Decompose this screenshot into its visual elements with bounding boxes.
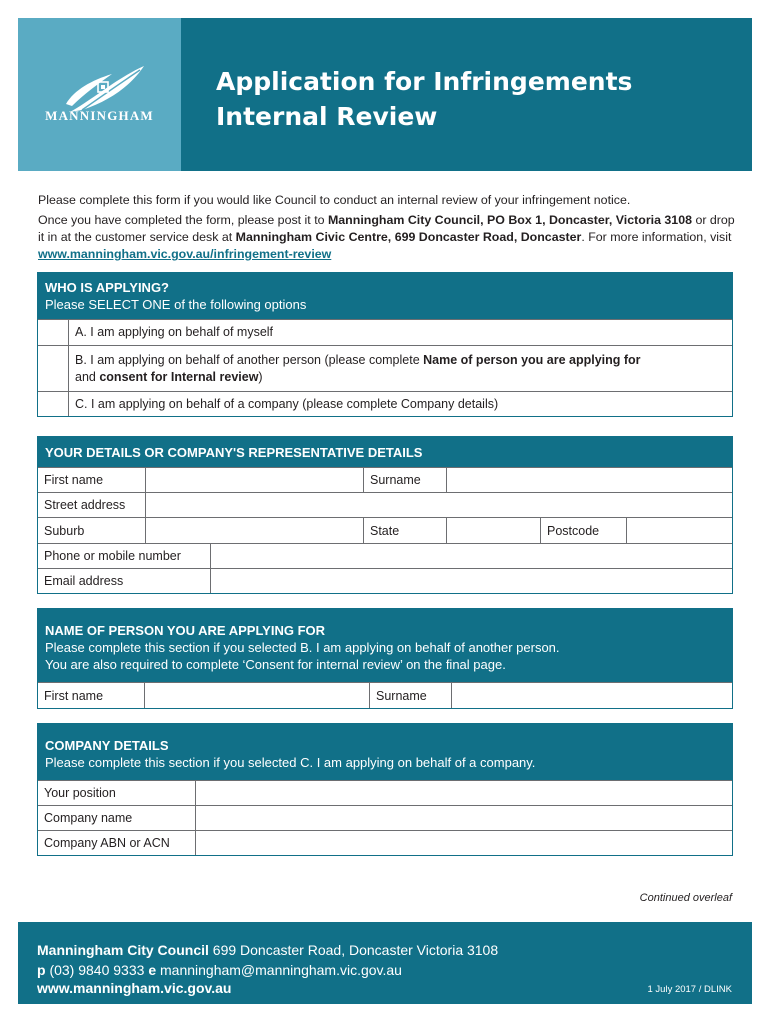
infringement-review-link[interactable]: www.manningham.vic.gov.au/infringement-review (38, 247, 332, 261)
option-b-text-5: ) (258, 370, 263, 384)
title-line-1: Application for Infringements (216, 67, 633, 96)
option-b-checkbox[interactable] (38, 346, 69, 391)
intro-postal-address: Manningham City Council, PO Box 1, Doncaster, Victoria 3108 (327, 213, 692, 227)
details-section-header (38, 437, 732, 467)
details-phone-row (38, 543, 732, 568)
your-details-section (37, 436, 733, 594)
continued-overleaf: Continued overleaf (639, 892, 732, 904)
abn-label: Company ABN or ACN (38, 831, 196, 855)
surname-field[interactable] (447, 468, 732, 492)
company-subheading: Please complete this section if you selected C. I am applying on behalf of a company. (45, 755, 536, 770)
company-heading: COMPANY DETAILS (45, 738, 169, 753)
details-name-row (38, 467, 732, 492)
street-address-label: Street address (38, 493, 146, 517)
company-name-row (38, 805, 732, 830)
person-subheading-1: Please complete this section if you selected B. I am applying on behalf of another person. (45, 640, 560, 655)
details-email-row (38, 568, 732, 593)
intro-text-c: or drop it in at the customer service desk at (38, 213, 735, 244)
title-line-2: Internal Review (216, 102, 438, 131)
person-surname-field[interactable] (452, 683, 732, 708)
company-name-field[interactable] (196, 806, 732, 830)
details-suburb-row (38, 517, 732, 543)
email-label: Email address (38, 569, 211, 593)
abn-field[interactable] (196, 831, 732, 855)
company-position-row (38, 780, 732, 805)
person-surname-label: Surname (370, 683, 452, 708)
option-a-row (38, 319, 732, 345)
footer-phone-label: p (37, 962, 46, 978)
option-b-row (38, 345, 732, 391)
intro-civic-centre: Manningham Civic Centre, 699 Doncaster Road, Doncaster (235, 230, 582, 244)
option-c-row (38, 391, 732, 416)
option-c-label: C. I am applying on behalf of a company (please complete Company details) (75, 396, 499, 411)
person-heading: NAME OF PERSON YOU ARE APPLYING FOR (45, 623, 326, 638)
who-subheading: Please SELECT ONE of the following options (45, 297, 307, 312)
suburb-field[interactable] (146, 518, 364, 543)
first-name-label: First name (38, 468, 146, 492)
company-details-section (37, 723, 733, 856)
person-name-row (38, 682, 732, 708)
logo-text: MANNINGHAM (45, 108, 154, 123)
footer-email-label: e (148, 962, 157, 978)
street-address-field[interactable] (146, 493, 732, 517)
footer-email[interactable]: manningham@manningham.vic.gov.au (156, 962, 402, 978)
footer (18, 922, 752, 1004)
intro-paragraph-2 (38, 212, 738, 263)
footer-street: 699 Doncaster Road, Doncaster Victoria 3108 (208, 942, 499, 958)
who-is-applying-section (37, 272, 733, 417)
company-abn-row (38, 830, 732, 855)
surname-label: Surname (364, 468, 447, 492)
option-b-text-2: Name of person you are applying for (423, 353, 641, 367)
postcode-field[interactable] (627, 518, 732, 543)
footer-contact (37, 962, 402, 978)
option-b-label (69, 346, 732, 391)
phone-field[interactable] (211, 544, 732, 568)
footer-website[interactable]: www.manningham.vic.gov.au (37, 980, 232, 996)
details-heading: YOUR DETAILS OR COMPANY'S REPRESENTATIVE DETAILS (45, 445, 423, 460)
person-first-name-label: First name (38, 683, 145, 708)
footer-address (37, 942, 498, 958)
position-field[interactable] (196, 781, 732, 805)
company-section-header (38, 724, 732, 780)
state-field[interactable] (447, 518, 541, 543)
person-applying-for-section (37, 608, 733, 709)
first-name-field[interactable] (146, 468, 364, 492)
position-label: Your position (38, 781, 196, 805)
intro-paragraph-1: Please complete this form if you would like Council to conduct an internal review of your infringement notice. (38, 193, 631, 207)
option-a-label: A. I am applying on behalf of myself (75, 325, 274, 339)
footer-phone: (03) 9840 9333 (45, 962, 149, 978)
state-label: State (364, 518, 447, 543)
details-street-row (38, 492, 732, 517)
option-c-checkbox[interactable] (38, 392, 69, 416)
page-title (216, 64, 632, 134)
person-section-header (38, 609, 732, 682)
intro-text (38, 192, 738, 266)
phone-label: Phone or mobile number (38, 544, 211, 568)
postcode-label: Postcode (541, 518, 627, 543)
who-heading: WHO IS APPLYING? (45, 280, 169, 295)
logo (18, 18, 181, 171)
who-section-header (38, 273, 732, 319)
option-b-text-4: consent for Internal review (99, 370, 259, 384)
suburb-label: Suburb (38, 518, 146, 543)
header-banner (18, 18, 752, 171)
company-name-label: Company name (38, 806, 196, 830)
intro-text-a: Once you have completed the form, please post it to (38, 213, 328, 227)
intro-text-e: . For more information, visit (581, 230, 732, 244)
footer-council-name: Manningham City Council (37, 942, 209, 958)
footer-doc-code: 1 July 2017 / DLINK (647, 984, 732, 995)
person-subheading-2: You are also required to complete ‘Consent for internal review’ on the final page. (45, 657, 506, 672)
option-b-text-1: B. I am applying on behalf of another person (please complete (75, 353, 424, 367)
option-b-text-3: and (75, 370, 100, 384)
option-a-checkbox[interactable] (38, 320, 69, 345)
email-field[interactable] (211, 569, 732, 593)
person-first-name-field[interactable] (145, 683, 370, 708)
